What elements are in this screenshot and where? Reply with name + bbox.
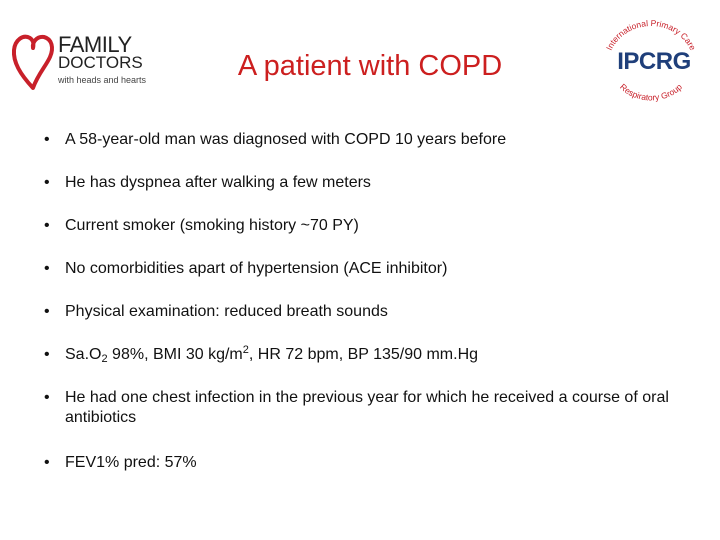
bullet-dot: • (44, 217, 50, 234)
bullet-text: Current smoker (smoking history ~70 PY) (65, 217, 359, 234)
bullet-text: A 58-year-old man was diagnosed with COPD 10 years before (65, 131, 507, 148)
heart-icon (10, 30, 56, 92)
bullet-text: No comorbidities apart of hypertension (ACE inhibitor) (65, 260, 448, 277)
ring-top-text: International Primary Care (603, 18, 699, 52)
bullet-dot: • (44, 389, 50, 406)
bullet-text: Physical examination: reduced breath sounds (65, 303, 388, 320)
bullet-text: FEV1% pred: 57% (65, 454, 197, 471)
bullet-text: He has dyspnea after walking a few meters (65, 174, 371, 191)
logo-doctors-text: DOCTORS (58, 53, 143, 72)
bullet-dot: • (44, 260, 50, 277)
vitals-subscript: 2 (101, 353, 108, 365)
bullet-dot: • (44, 346, 50, 363)
slide-title: A patient with COPD (237, 50, 503, 82)
svg-text:Respiratory Group (618, 81, 684, 102)
ipcrg-text: IPCRG (617, 48, 691, 75)
bullet-text: He had one chest infection in the previous year for which he received a course of oral antibiotics (65, 389, 669, 426)
bullet-dot: • (44, 174, 50, 191)
vitals-superscript: 2 (242, 344, 249, 356)
logo-tagline: with heads and hearts (58, 75, 147, 85)
vitals-part: Sa.O (65, 346, 102, 363)
bullet-dot: • (44, 454, 50, 471)
vitals-text (65, 345, 684, 365)
vitals-part: 98%, BMI 30 kg/m (107, 346, 243, 363)
vitals-part: , HR 72 bpm, BP 135/90 mm.Hg (248, 346, 479, 363)
bullet-dot: • (44, 303, 50, 320)
ring-bottom-text: Respiratory Group (618, 81, 684, 103)
ipcrg-logo (596, 18, 706, 108)
family-doctors-logo (10, 30, 160, 94)
logo-family-text: FAMILY (58, 32, 132, 57)
bullet-dot: • (44, 131, 50, 148)
